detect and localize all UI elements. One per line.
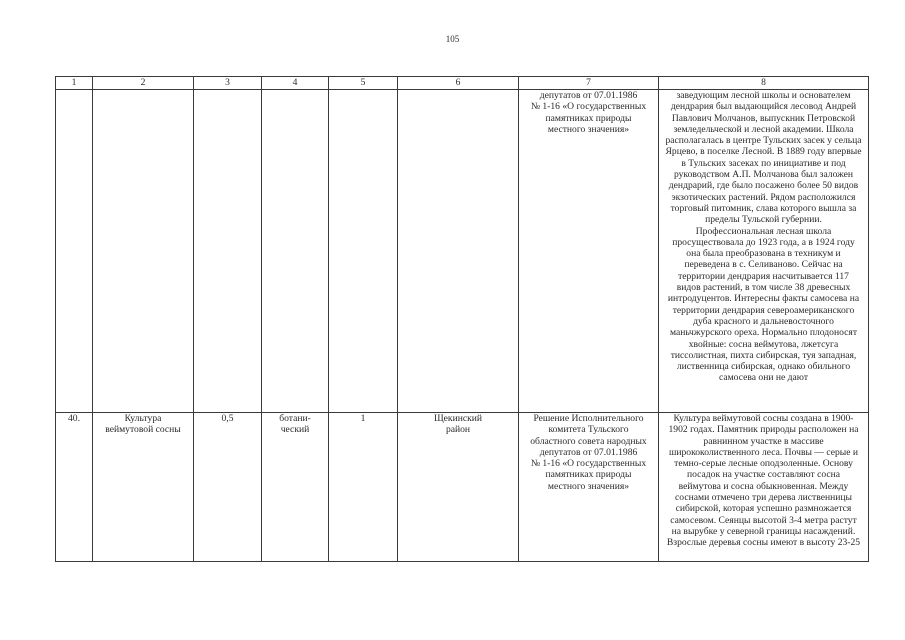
column-header: 4 [262,77,329,90]
column-header: 7 [519,77,659,90]
column-number-row [56,77,869,90]
column-header: 5 [329,77,398,90]
description-text: заведующим лесной школы и основателем дендрария был выдающийся лесовод Андрей Павлович Молчанов, выпускник Петровской земледельческой и лесной академии. Школа располагалась в центре Тульских засек у сельца Ярцево, в поселке Лесной. В 1889 году впервые в Тульских засеках по инициативе и под руководством А.П. Молчанова был заложен дендрарий, где было посажено более 50 видов экзотических растений. Рядом расположился торговый питомник, слава которого вышла за пределы Тульской губернии. Профессиональная лесная школа просуществовала до 1923 года, а в 1924 году она была преобразована в техникум и переведена в с. Селиваново. Сейчас на территории дендрария насчитывается 117 видов растений, в том числе 38 древесных интродуцентов. Интересны факты самосева на территории дендрария североамериканского дуба красного и дальневосточного маньчжурского ореха. Нормально плодоносят хвойные: сосна веймутова, лжетсуга тиссолистная, пихта сибирская, туя западная, лиственница сибирская, однако обильного самосева они не дают [665,90,862,384]
column-header: 2 [93,77,194,90]
column-header: 6 [398,77,519,90]
profile-cell [262,413,329,562]
row-number-cell [56,413,93,562]
table-row [56,90,869,413]
name-cell [93,413,194,562]
description-cell [659,90,869,413]
table-row [56,413,869,562]
decision-text: Решение Исполнительного комитета Тульского областного совета народных депутатов от 07.01.1986 № 1-16 «О государственных памятниках природы местного значения» [530,413,647,492]
monument-category: 1 [360,413,366,424]
description-text: Культура веймутовой сосны создана в 1900- 1902 годах. Памятник природы расположен на равнинном участке в массиве ширококолиственного леса. Почвы — серые и темно-серые лесные оподзоленные. Основу посадок на участке составляют сосна веймутова и сосна обыкновенная. Между соснами отмечено три дерева лиственницы сибирской, которая успешно размножается самосевом. Сеянцы высотой 3-4 метра растут на вырубке у северной границы насаждений. Взрослые деревья сосны имеют в высоту 23-25 [666,413,861,549]
decision-cell [519,413,659,562]
row-number: 40. [68,413,80,424]
decision-cell [519,90,659,413]
page-number: 105 [445,34,460,44]
category-cell [329,413,398,562]
column-header: 8 [659,77,869,90]
district-cell [398,413,519,562]
category-cell [329,90,398,413]
monument-name: Культура веймутовой сосны [105,413,181,436]
monument-profile: ботани- ческий [279,413,311,436]
nature-monuments-table [55,76,869,562]
description-cell [659,413,869,562]
area-cell [194,413,262,562]
area-cell [194,90,262,413]
column-header: 3 [194,77,262,90]
name-cell [93,90,194,413]
monument-district: Щекинский район [433,413,483,436]
profile-cell [262,90,329,413]
monument-area: 0,5 [221,413,234,424]
column-header: 1 [56,77,93,90]
row-number-cell [56,90,93,413]
district-cell [398,90,519,413]
decision-text: депутатов от 07.01.1986 № 1-16 «О государственных памятниках природы местного значения» [530,90,647,135]
